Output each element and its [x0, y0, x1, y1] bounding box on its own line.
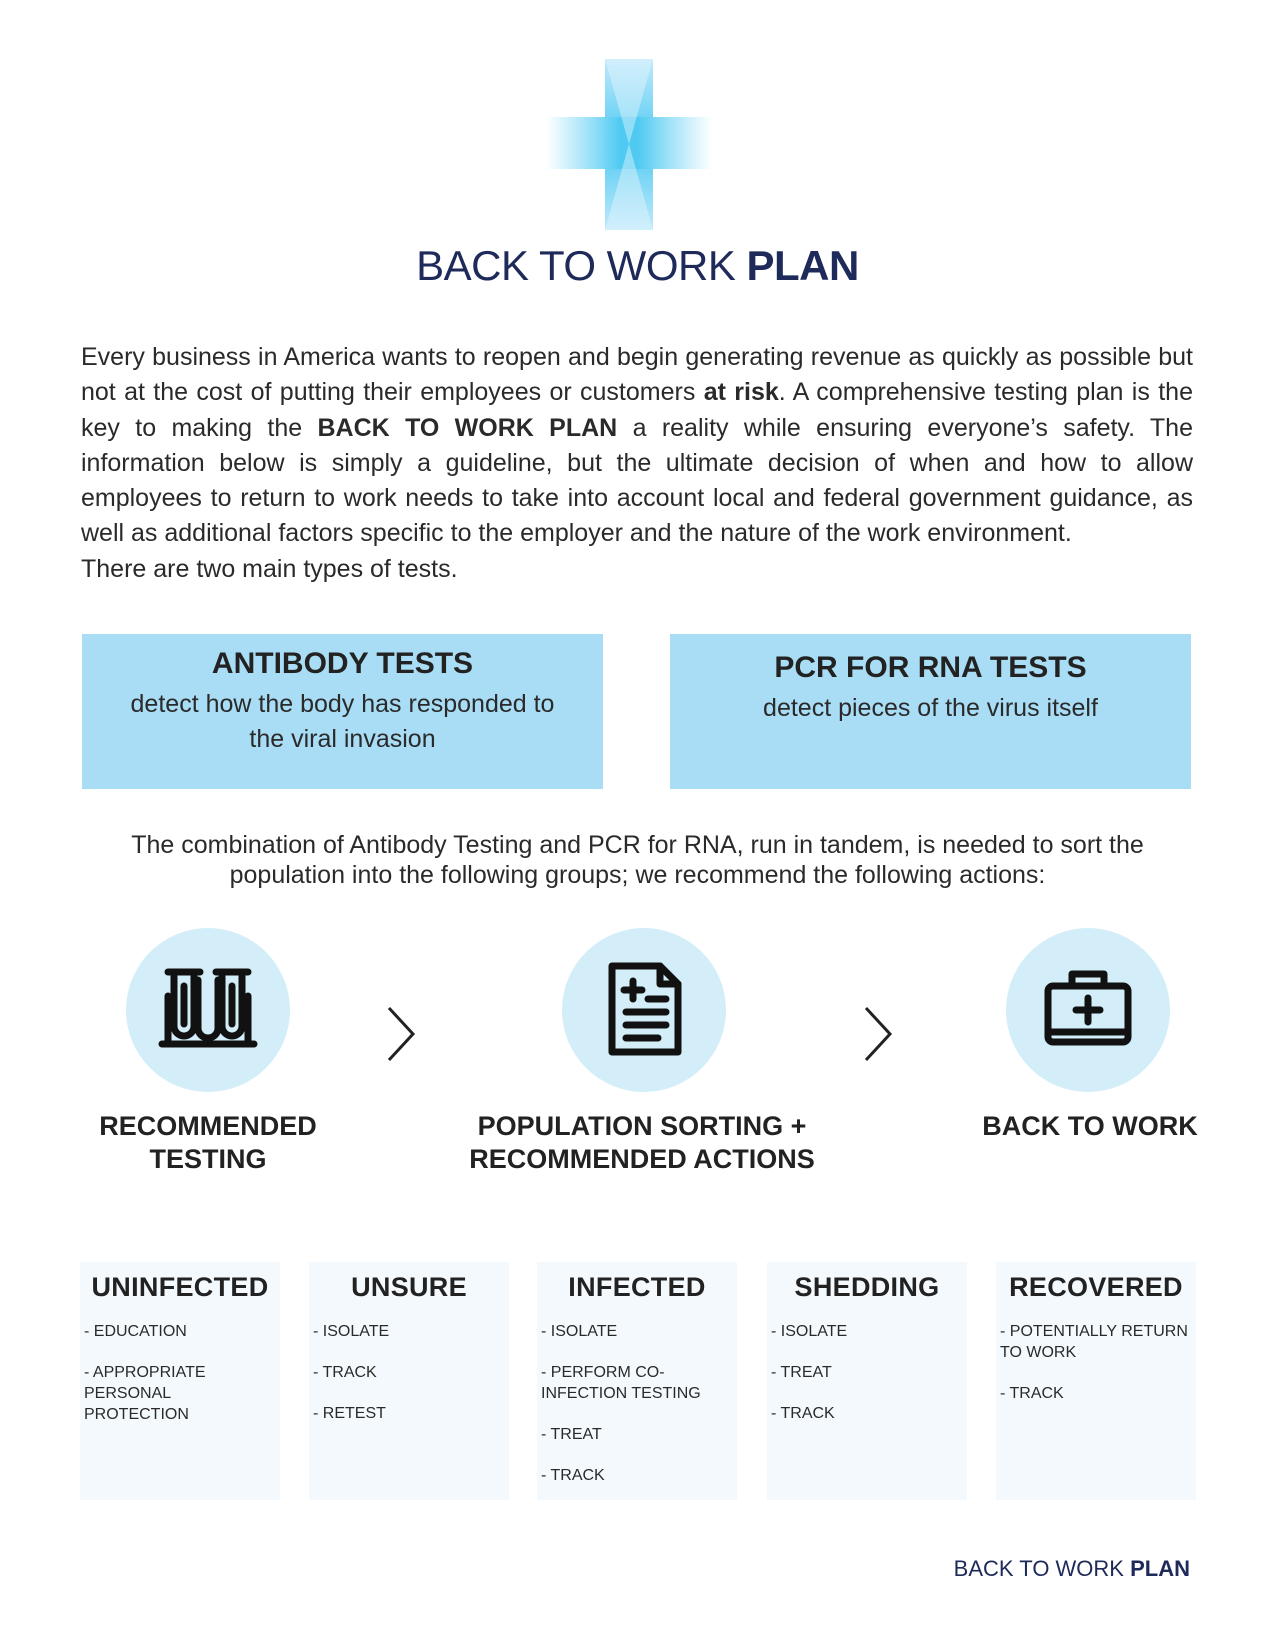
group-title: INFECTED	[568, 1272, 706, 1302]
group-shedding	[767, 1262, 967, 1500]
test-tubes-icon	[126, 928, 290, 1092]
back-to-work-circle	[1006, 928, 1170, 1092]
list-item: - RETEST	[313, 1405, 386, 1422]
chevron-right-icon	[385, 1005, 417, 1063]
group-uninfected	[80, 1262, 280, 1500]
group-infected	[537, 1262, 737, 1500]
medical-briefcase-icon	[1006, 928, 1170, 1092]
recommended-testing-circle	[126, 928, 290, 1092]
list-item: - PERFORM CO-INFECTION TESTING	[541, 1364, 701, 1402]
list-item: - TREAT	[541, 1426, 602, 1443]
list-item: - ISOLATE	[771, 1323, 848, 1340]
intro-last-line: There are two main types of tests.	[81, 554, 458, 583]
page-title: BACK TO WORK PLAN	[416, 242, 859, 289]
group-title: SHEDDING	[794, 1272, 940, 1302]
antibody-tests-box	[82, 634, 603, 789]
test-box-desc: detect pieces of the virus itself	[763, 694, 1098, 722]
list-item: - ISOLATE	[313, 1323, 390, 1340]
test-box-title: ANTIBODY TESTS	[211, 647, 474, 680]
step-label-population-sorting: POPULATION SORTING + RECOMMENDED ACTIONS	[469, 1111, 815, 1174]
group-unsure	[309, 1262, 509, 1500]
medical-cross-logo	[546, 59, 712, 230]
group-title: UNSURE	[351, 1272, 467, 1302]
combination-text: The combination of Antibody Testing and PCR for RNA, run in tandem, is needed to sort the population into the following groups; we recommend the following actions:	[131, 831, 1144, 889]
step-label-recommended-testing: RECOMMENDED TESTING	[99, 1111, 317, 1174]
test-box-desc: detect how the body has responded to the viral invasion	[130, 690, 555, 753]
list-item: - TRACK	[541, 1467, 605, 1484]
list-item: - APPROPRIATE PERSONAL PROTECTION	[84, 1364, 206, 1423]
group-recovered	[996, 1262, 1196, 1500]
list-item: - ISOLATE	[541, 1323, 618, 1340]
step-label-back-to-work: BACK TO WORK	[982, 1111, 1198, 1141]
test-box-title: PCR FOR RNA TESTS	[774, 651, 1087, 684]
list-item: - TRACK	[1000, 1385, 1064, 1402]
chevron-right-icon	[862, 1005, 894, 1063]
population-sorting-circle	[562, 928, 726, 1092]
list-item: - TRACK	[313, 1364, 377, 1381]
footer-title: BACK TO WORK PLAN	[953, 1556, 1190, 1581]
list-item: - POTENTIALLY RETURN TO WORK	[1000, 1323, 1188, 1361]
pcr-tests-box	[670, 634, 1191, 789]
list-item: - EDUCATION	[84, 1323, 187, 1340]
group-title: UNINFECTED	[91, 1272, 269, 1302]
list-item: - TRACK	[771, 1405, 835, 1422]
intro-paragraph: Every business in America wants to reopen and begin generating revenue as quickly as possible but not at the cost of putting their employees or customers at risk. A comprehensive testing plan is the key to making the BACK TO WORK PLAN a reality while ensuring everyone’s safety. The information below is simply a guideline, but the ultimate decision of when and how to allow employees to return to work needs to take into account local and federal government guidance, as well as additional factors specific to the employer and the nature of the work environment. There are two main types of tests.	[81, 340, 1193, 587]
medical-document-icon	[562, 928, 726, 1092]
list-item: - TREAT	[771, 1364, 832, 1381]
group-title: RECOVERED	[1009, 1272, 1183, 1302]
